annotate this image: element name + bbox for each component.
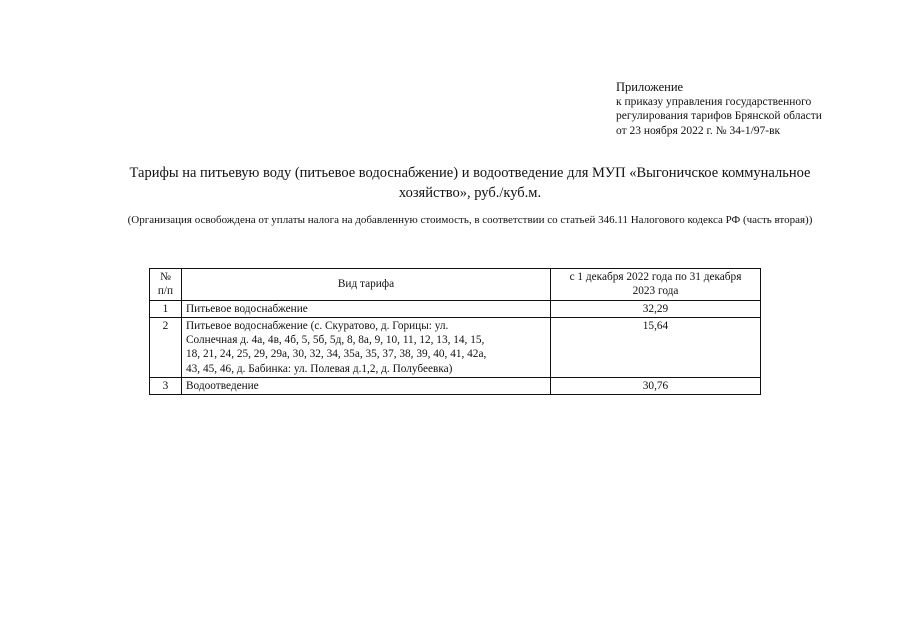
row-tariff-value: 32,29 xyxy=(551,300,761,317)
row-tariff-value: 15,64 xyxy=(551,317,761,377)
tariff-type-line: Питьевое водоснабжение xyxy=(186,302,308,315)
tariff-type-line: Водоотведение xyxy=(186,380,259,393)
row-tariff-type xyxy=(182,378,551,395)
table-row xyxy=(150,317,761,377)
appendix-line: Приложение xyxy=(616,80,684,94)
table-row xyxy=(150,378,761,395)
appendix-line: регулирования тарифов Брянской области xyxy=(616,110,822,123)
tariff-type-line: Солнечная д. 4а, 4в, 4б, 5, 5б, 5д, 8, 8а, 9, 10, 11, 12, 13, 14, 15, xyxy=(186,334,485,347)
header-number-line: № xyxy=(160,271,171,283)
header-period xyxy=(551,269,761,301)
tax-note: (Организация освобождена от уплаты налога на добавленную стоимость, в соответствии со статьей 346.11 Налогового кодекса РФ (часть вторая)) xyxy=(127,214,813,226)
tariff-type-line: 43, 45, 46, д. Бабинка: ул. Полевая д.1,2, д. Полубеевка) xyxy=(186,362,453,375)
title-line: Тарифы на питьевую воду (питьевое водоснабжение) и водоотведение для МУП «Выгоничское коммунальное xyxy=(129,165,811,181)
header-number xyxy=(150,269,182,301)
table-header-row xyxy=(150,269,761,301)
tariff-type-line: Питьевое водоснабжение (с. Скуратово, д. Горицы: ул. xyxy=(186,319,449,332)
row-number: 2 xyxy=(150,317,182,377)
appendix-block xyxy=(616,80,896,138)
tariff-type-line: 18, 21, 24, 25, 29, 29а, 30, 32, 34, 35а, 35, 37, 38, 39, 40, 41, 42а, xyxy=(186,348,487,361)
row-number: 1 xyxy=(150,300,182,317)
row-number: 3 xyxy=(150,378,182,395)
title-line: хозяйство», руб./куб.м. xyxy=(398,185,542,201)
header-period-line: 2023 года xyxy=(632,285,679,298)
row-tariff-type xyxy=(182,300,551,317)
header-number-line: п/п xyxy=(157,285,174,298)
appendix-line: от 23 ноября 2022 г. № 34-1/97-вк xyxy=(616,124,781,137)
document-title xyxy=(100,163,840,203)
header-period-line: с 1 декабря 2022 года по 31 декабря xyxy=(569,271,742,283)
tariff-table xyxy=(149,268,761,395)
row-tariff-type xyxy=(182,317,551,377)
table-row xyxy=(150,300,761,317)
row-tariff-value: 30,76 xyxy=(551,378,761,395)
header-tariff-type: Вид тарифа xyxy=(182,269,551,301)
appendix-line: к приказу управления государственного xyxy=(616,95,812,108)
